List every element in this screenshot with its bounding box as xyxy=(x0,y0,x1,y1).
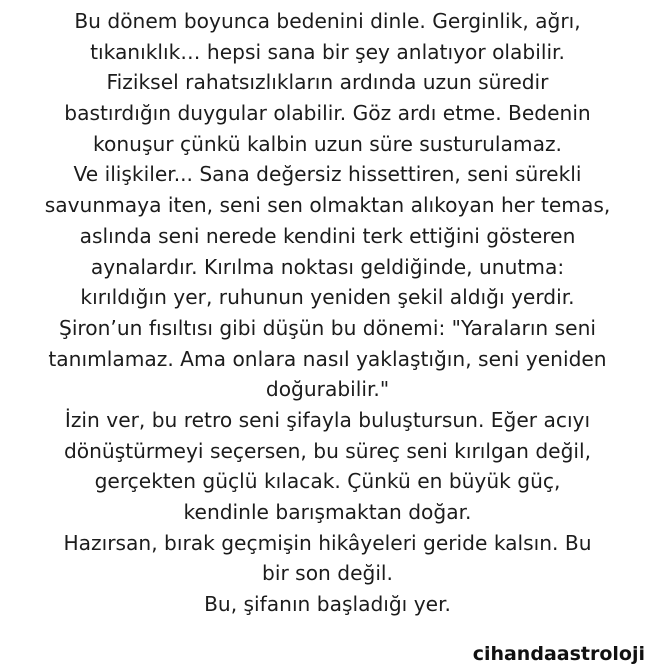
text-line: tıkanıklık… hepsi sana bir şey anlatıyor olabilir. xyxy=(90,39,565,64)
text-line: Fiziksel rahatsızlıkların ardında uzun süredir xyxy=(106,70,549,95)
text-line: Şiron’un fısıltısı gibi düşün bu dönemi: "Yaraların seni xyxy=(59,315,596,340)
text-line: Bu, şifanın başladığı yer. xyxy=(204,592,451,617)
text-line: İzin ver, bu retro seni şifayla buluştursun. Eğer acıyı xyxy=(64,407,591,432)
text-line: savunmaya iten, seni sen olmaktan alıkoyan her temas, xyxy=(44,193,611,218)
text-line: Bu dönem boyunca bedenini dinle. Gerginlik, ağrı, xyxy=(74,9,581,33)
text-line: gerçekten güçlü kılacak. Çünkü en büyük güç, xyxy=(94,469,561,494)
watermark-label: cihandaastroloji xyxy=(461,639,655,669)
text-line: bastırdığın duygular olabilir. Göz ardı etme. Bedenin xyxy=(64,101,591,126)
article-text xyxy=(0,6,655,620)
text-line: kendinle barışmaktan doğar. xyxy=(183,500,472,524)
text-line: aslında seni nerede kendini terk ettiğini gösteren xyxy=(79,223,576,248)
text-line: Ve ilişkiler... Sana değersiz hissettiren, seni sürekli xyxy=(73,162,582,187)
text-line: dönüştürmeyi seçersen, bu süreç seni kırılgan değil, xyxy=(63,438,592,463)
text-line: kırıldığın yer, ruhunun yeniden şekil aldığı yerdir. xyxy=(80,285,575,310)
text-line: doğurabilir." xyxy=(265,377,390,402)
text-line: tanımlamaz. Ama onlara nasıl yaklaştığın, seni yeniden xyxy=(48,346,607,371)
text-line: Hazırsan, bırak geçmişin hikâyeleri geride kalsın. Bu xyxy=(63,530,592,555)
text-line: konuşur çünkü kalbin uzun süre susturulamaz. xyxy=(93,131,562,156)
text-line: bir son değil. xyxy=(262,561,393,586)
text-line: aynalardır. Kırılma noktası geldiğinde, unutma: xyxy=(90,254,565,279)
